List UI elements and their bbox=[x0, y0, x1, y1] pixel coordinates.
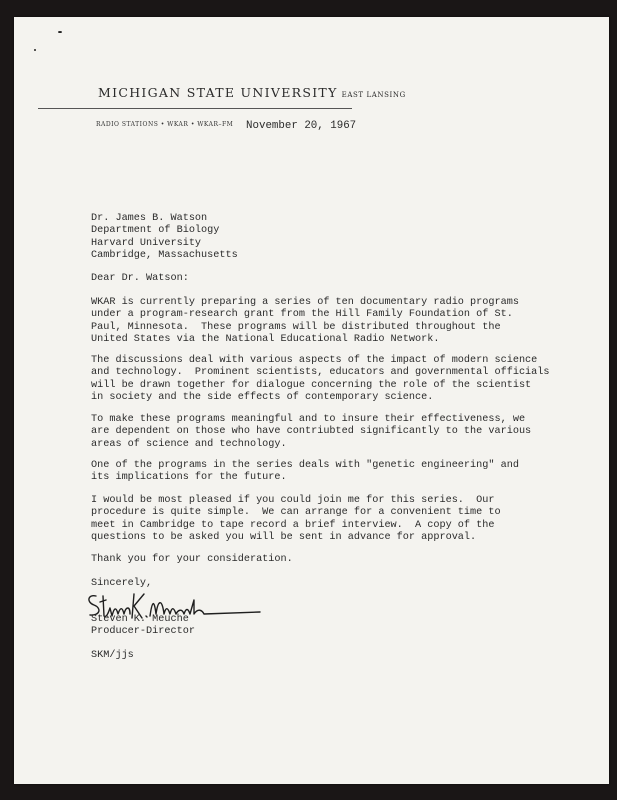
radio-stations-line: RADIO STATIONS • WKAR • WKAR–FM bbox=[96, 121, 234, 128]
letter-date: November 20, 1967 bbox=[246, 120, 357, 132]
address-line: Department of Biology bbox=[91, 225, 220, 237]
paragraph-5: I would be most pleased if you could join me for this series. Our procedure is quite simple. We can arrange for a convenient time to meet in Cambridge to tape record a brief interview. A copy of the questions to be asked you will be sent in advance for approval. bbox=[91, 495, 501, 543]
closing: Sincerely, bbox=[91, 578, 153, 589]
recipient-address bbox=[91, 213, 238, 262]
paragraph-4: One of the programs in the series deals with "genetic engineering" and its implications for the future. bbox=[91, 460, 519, 484]
institution-location: EAST LANSING bbox=[341, 91, 406, 99]
address-line: Dr. James B. Watson bbox=[91, 213, 208, 224]
signer-title: Producer-Director bbox=[91, 626, 195, 638]
paragraph-2: The discussions deal with various aspects of the impact of modern science and technology. Prominent scientists, educators and governmental officials will be drawn together for dialogue concerning the role of the scientist in society and the side effects of contemporary science. bbox=[91, 355, 550, 403]
paragraph-3: To make these programs meaningful and to insure their effectiveness, we are dependent on those who have contriubted significantly to the various areas of science and technology. bbox=[91, 414, 532, 450]
paragraph-6: Thank you for your consideration. bbox=[91, 554, 293, 565]
letterhead-rule bbox=[38, 108, 352, 109]
institution-name: MICHIGAN STATE UNIVERSITY bbox=[98, 85, 338, 100]
signature-block bbox=[91, 614, 195, 639]
address-line: Harvard University bbox=[91, 237, 202, 249]
paragraph-1: WKAR is currently preparing a series of ten documentary radio programs under a program-research grant from the Hill Family Foundation of St. Paul, Minnesota. These programs will be distributed throughout the United States via the National Educational Radio Network. bbox=[91, 297, 519, 345]
paper-speck bbox=[34, 49, 36, 51]
salutation: Dear Dr. Watson: bbox=[91, 273, 189, 284]
paper-speck bbox=[58, 31, 62, 33]
letter-page bbox=[14, 17, 609, 784]
signer-name: Steven K. Meuche bbox=[91, 614, 189, 625]
address-line: Cambridge, Massachusetts bbox=[91, 249, 238, 261]
typist-initials: SKM/jjs bbox=[91, 650, 134, 661]
letterhead bbox=[98, 85, 406, 100]
